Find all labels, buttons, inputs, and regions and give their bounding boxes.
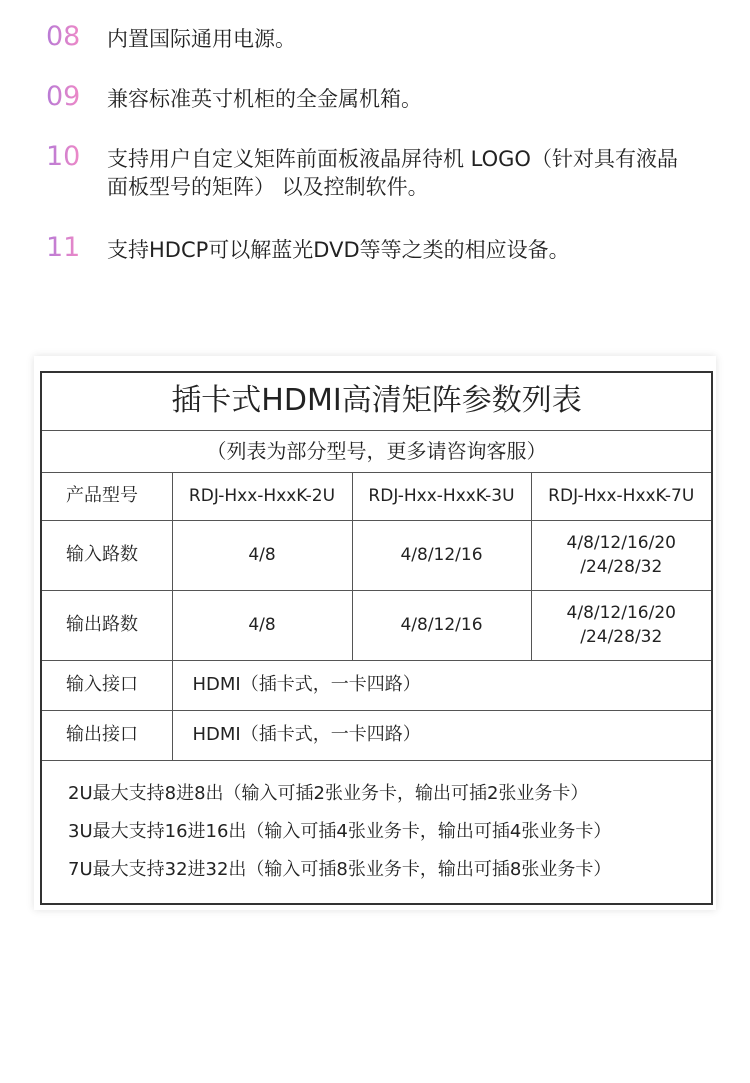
table-cell: HDMI（插卡式，一卡四路）	[172, 710, 712, 760]
table-cell: HDMI（插卡式，一卡四路）	[172, 660, 712, 710]
feature-text: 兼容标准英寸机柜的全金属机箱。	[107, 87, 422, 111]
feature-text: 内置国际通用电源。	[107, 27, 296, 51]
feature-text: 支持用户自定义矩阵前面板液晶屏待机 LOGO（针对具有液晶面板型号的矩阵） 以及控制软件。	[107, 147, 678, 199]
note-line: 7U最大支持32进32出（输入可插8张业务卡，输出可插8张业务卡）	[68, 858, 612, 880]
cell-line: /24/28/32	[580, 557, 663, 577]
table-cell	[531, 520, 712, 590]
table-subtitle: （列表为部分型号，更多请咨询客服）	[41, 430, 712, 472]
table-row	[41, 472, 712, 520]
row-label: 产品型号	[41, 472, 172, 520]
feature-number: 10	[46, 141, 81, 172]
table-row	[41, 520, 712, 590]
table-row	[41, 590, 712, 660]
model-name: RDJ-Hxx-HxxK-2U	[172, 472, 352, 520]
feature-number: 09	[46, 81, 81, 112]
feature-text: 支持HDCP可以解蓝光DVD等等之类的相应设备。	[107, 238, 570, 262]
note-line: 3U最大支持16进16出（输入可插4张业务卡，输出可插4张业务卡）	[68, 820, 612, 842]
table-row	[41, 710, 712, 760]
table-cell: 4/8/12/16	[352, 520, 531, 590]
spec-panel	[34, 356, 716, 910]
table-row	[41, 660, 712, 710]
note-line: 2U最大支持8进8出（输入可插2张业务卡，输出可插2张业务卡）	[68, 782, 589, 804]
table-title: 插卡式HDMI高清矩阵参数列表	[41, 372, 712, 430]
table-cell: 4/8/12/16	[352, 590, 531, 660]
spec-table	[40, 371, 713, 905]
model-name: RDJ-Hxx-HxxK-3U	[352, 472, 531, 520]
model-name: RDJ-Hxx-HxxK-7U	[531, 472, 712, 520]
table-cell: 4/8	[172, 590, 352, 660]
feature-number: 08	[46, 21, 81, 52]
table-cell	[531, 590, 712, 660]
row-label: 输出路数	[41, 590, 172, 660]
table-cell: 4/8	[172, 520, 352, 590]
cell-line: 4/8/12/16/20	[566, 603, 676, 623]
cell-line: /24/28/32	[580, 627, 663, 647]
row-label: 输入路数	[41, 520, 172, 590]
row-label: 输出接口	[41, 710, 172, 760]
notes-cell	[41, 760, 712, 904]
table-row	[41, 760, 712, 904]
feature-number: 11	[46, 232, 81, 263]
row-label: 输入接口	[41, 660, 172, 710]
cell-line: 4/8/12/16/20	[566, 533, 676, 553]
